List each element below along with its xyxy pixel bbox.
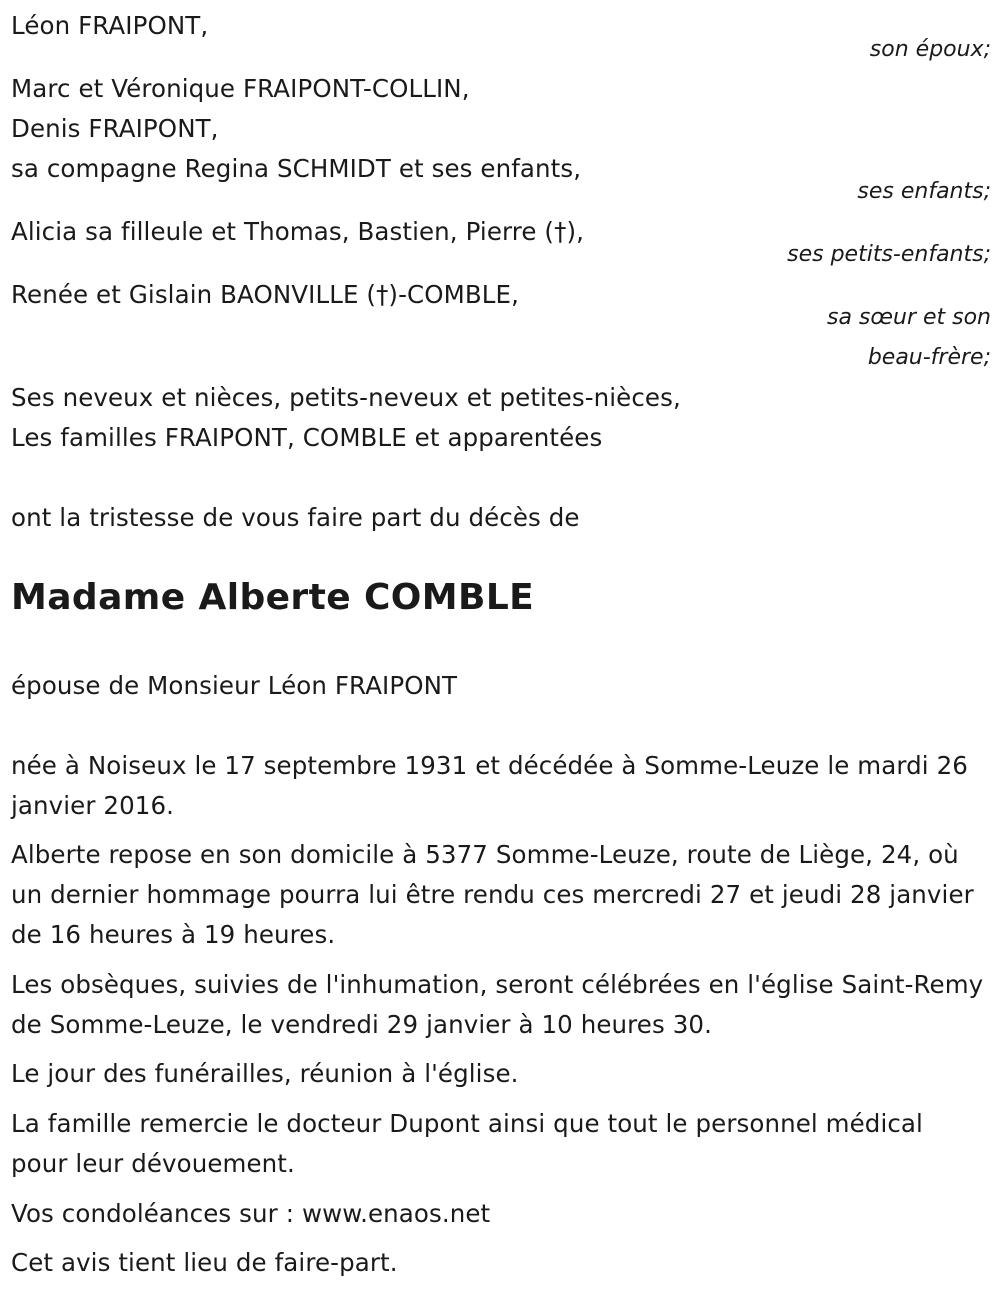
related-families: Les familles FRAIPONT, COMBLE et apparentées	[11, 423, 603, 452]
obituary-notice	[11, 0, 991, 1298]
birth-death-paragraph: née à Noiseux le 17 septembre 1931 et décédée à Somme-Leuze le mardi 26 janvier 2016.	[11, 751, 968, 820]
grandchildren-role: ses petits-enfants;	[787, 242, 991, 267]
child-marc-veronique: Marc et Véronique FRAIPONT-COLLIN,	[11, 74, 470, 103]
meeting-paragraph: Le jour des funérailles, réunion à l'église.	[11, 1059, 519, 1088]
visitation-paragraph: Alberte repose en son domicile à 5377 Somme-Leuze, route de Liège, 24, où un dernier hommage pourra lui être rendu ces mercredi 27 et jeudi 28 janvier de 16 heures à 19 heures.	[11, 840, 974, 949]
sibling: Renée et Gislain BAONVILLE (†)-COMBLE,	[11, 280, 519, 309]
spouse-of: épouse de Monsieur Léon FRAIPONT	[11, 671, 458, 700]
husband-role: son époux;	[869, 37, 991, 62]
children-role: ses enfants;	[857, 179, 991, 204]
husband-name: Léon FRAIPONT,	[11, 11, 209, 40]
nephews-nieces: Ses neveux et nièces, petits-neveux et petites-nièces,	[11, 383, 681, 412]
notice-paragraph: Cet avis tient lieu de faire-part.	[11, 1248, 398, 1277]
announcement: ont la tristesse de vous faire part du décès de	[11, 503, 580, 532]
funeral-paragraph: Les obsèques, suivies de l'inhumation, seront célébrées en l'église Saint-Remy de Somme-Leuze, le vendredi 29 janvier à 10 heures 30.	[11, 970, 984, 1039]
sibling-role-line1: sa sœur et son	[826, 305, 991, 330]
condolences-paragraph: Vos condoléances sur : www.enaos.net	[11, 1199, 491, 1228]
child-partner: sa compagne Regina SCHMIDT et ses enfants,	[11, 154, 582, 183]
grandchildren: Alicia sa filleule et Thomas, Bastien, Pierre (†),	[11, 217, 584, 246]
thanks-paragraph: La famille remercie le docteur Dupont ainsi que tout le personnel médical pour leur dévouement.	[11, 1109, 923, 1178]
sibling-role-line2: beau-frère;	[867, 345, 991, 370]
child-denis: Denis FRAIPONT,	[11, 114, 219, 143]
deceased-name: Madame Alberte COMBLE	[11, 577, 535, 618]
